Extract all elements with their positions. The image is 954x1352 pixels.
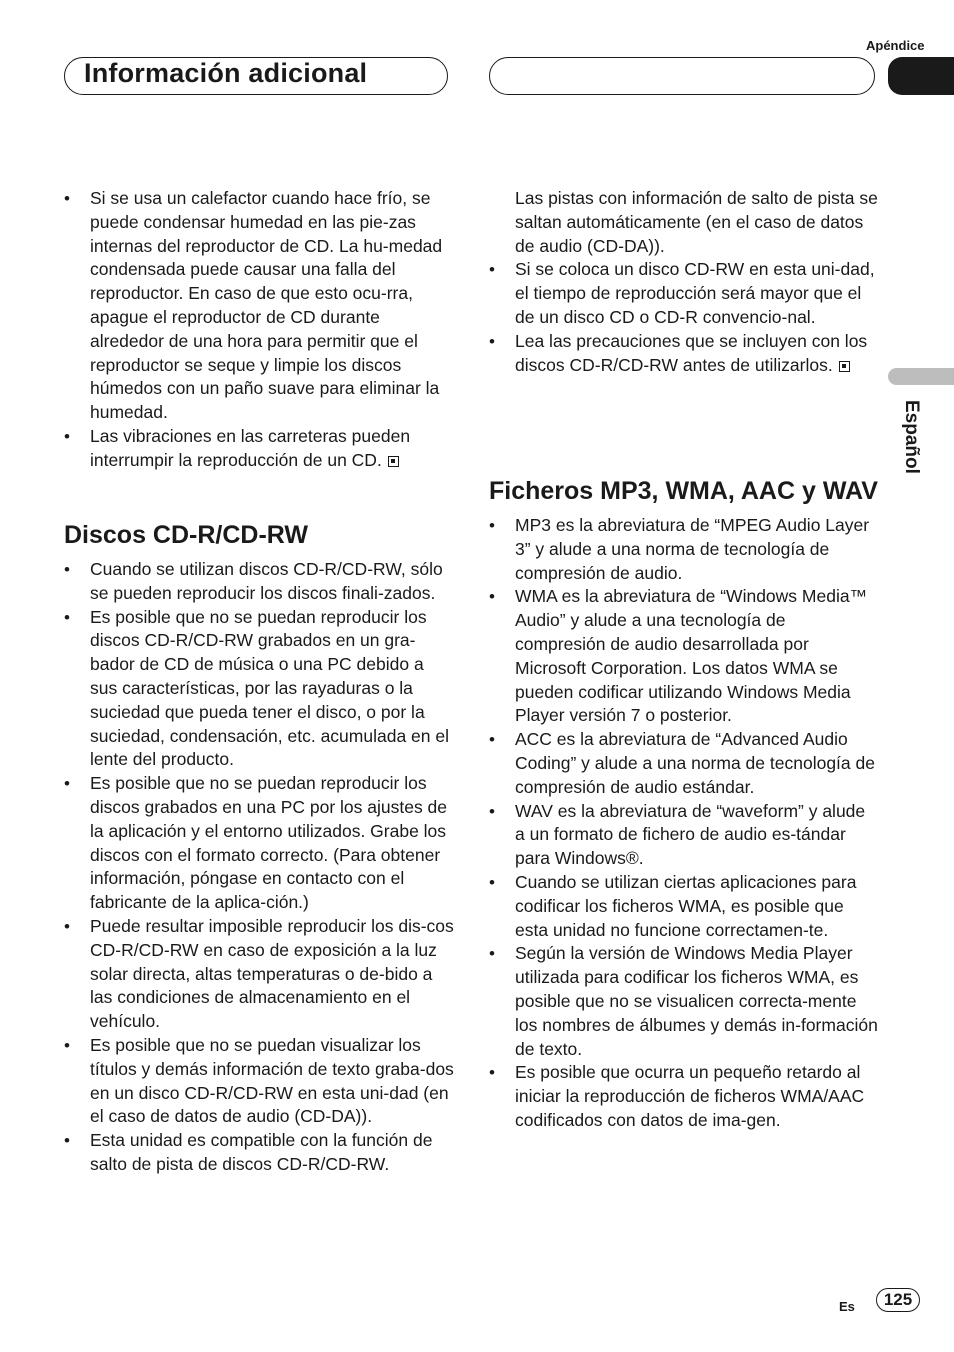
list-item-text: Cuando se utilizan ciertas aplicaciones para codificar los ficheros WMA, es posible que esta unidad no funcione correctamen-te. <box>515 871 857 940</box>
list-item <box>489 514 879 585</box>
section-heading: Ficheros MP3, WMA, AAC y WAV <box>489 477 878 505</box>
language-tab-marker <box>888 368 954 385</box>
list-item <box>64 606 454 773</box>
list-item <box>489 800 879 871</box>
right-column-intro <box>489 187 879 377</box>
list-item-text: WMA es la abreviatura de “Windows Media™ Audio” y alude a una tecnología de compresión de audio desarrollada por Microsoft Corporation. Los datos WMA se pueden codificar utilizando Windows Media Player versión 7 o posterior. <box>515 586 868 726</box>
page-title: Información adicional <box>84 58 368 88</box>
list-item <box>64 772 454 915</box>
side-language-text: Español <box>901 400 922 474</box>
list-item-text: Lea las precauciones que se incluyen con los discos CD-R/CD-RW antes de utilizarlos. <box>515 330 868 375</box>
ficheros-section <box>489 476 879 1133</box>
list-item-text: WAV es la abreviatura de “waveform” y alude a un formato de fichero de audio es-tándar para Windows®. <box>515 800 866 869</box>
end-mark-icon <box>388 456 399 467</box>
list-item <box>489 258 879 329</box>
left-column-intro <box>64 187 454 473</box>
side-language-label <box>900 400 924 480</box>
list-item-text: Esta unidad es compatible con la función de salto de pista de discos CD-R/CD-RW. <box>90 1130 433 1174</box>
footer-language-code: Es <box>839 1299 855 1314</box>
section-heading: Discos CD-R/CD-RW <box>64 521 308 549</box>
chapter-tab <box>888 57 954 95</box>
discos-section <box>64 520 454 1177</box>
page-number: 125 <box>876 1288 920 1312</box>
continuation-text: Las pistas con información de salto de pista se saltan automáticamente (en el caso de datos de audio (CD-DA)). <box>515 188 878 256</box>
header-blank-frame <box>489 57 875 95</box>
list-item-text: Es posible que no se puedan visualizar los títulos y demás información de texto graba-dos en un disco CD-R/CD-RW en esta uni-dad (en el caso de datos de audio (CD-DA)). <box>90 1034 454 1127</box>
list-item <box>489 728 879 799</box>
list-item-text: Según la versión de Windows Media Player utilizada para codificar los ficheros WMA, es posible que no se visualicen correcta-mente los nombres de álbumes y demás in-formación de texto. <box>515 943 878 1059</box>
list-item <box>64 1129 454 1177</box>
list-item <box>489 585 879 728</box>
list-item-text: Cuando se utilizan discos CD-R/CD-RW, sólo se pueden reproducir los discos finali-zados. <box>90 559 443 603</box>
list-item <box>489 330 879 378</box>
list-item-text: Las vibraciones en las carreteras pueden interrumpir la reproducción de un CD. <box>90 425 411 470</box>
list-item-text: ACC es la abreviatura de “Advanced Audio Coding” y alude a una norma de tecnología de compresión de audio estándar. <box>515 729 875 797</box>
list-item <box>489 942 879 1061</box>
list-item <box>489 871 879 942</box>
list-item <box>64 915 454 1034</box>
list-item <box>64 187 454 425</box>
list-item-text: Si se usa un calefactor cuando hace frío, se puede condensar humedad en las pie-zas internas del reproductor de CD. La hu-medad condensada puede causar una falla del reproductor. En caso de que esto ocu-rra, apague el reproductor de CD durante alrededor de una hora para permitir que el reproductor se seque y limpie los discos húmedos con un paño suave para eliminar la humedad. <box>90 188 443 423</box>
list-item-text: Es posible que ocurra un pequeño retardo al iniciar la reproducción de ficheros WMA/AAC codificados con datos de ima-gen. <box>515 1062 865 1130</box>
list-item-text: Si se coloca un disco CD-RW en esta uni-dad, el tiempo de reproducción será mayor que el de un disco CD o CD-R convencio-nal. <box>515 259 875 327</box>
list-item-text: MP3 es la abreviatura de “MPEG Audio Layer 3” y alude a una norma de tecnología de compresión de audio. <box>515 515 870 583</box>
list-item <box>489 1061 879 1132</box>
list-item-text: Es posible que no se puedan reproducir los discos grabados en una PC por los ajustes de la aplicación y el entorno utilizados. Grabe los discos con el formato correcto. (Para obtener información, póngase en contacto con el fabricante de la aplica-ción.) <box>90 773 448 913</box>
section-label: Apéndice <box>866 38 925 53</box>
list-item <box>64 425 454 473</box>
list-item-text: Puede resultar imposible reproducir los dis-cos CD-R/CD-RW en caso de exposición a la luz solar directa, altas temperaturas o de-bido a las condiciones de almacenamiento en el vehículo. <box>90 915 454 1032</box>
list-item <box>64 1034 454 1129</box>
list-item <box>64 558 454 606</box>
list-item-text: Es posible que no se puedan reproducir los discos CD-R/CD-RW grabados en un gra-bador de CD de música o una PC debido a sus características, por las rayaduras o la suciedad que pueda tener el disco, o por la suciedad, condensación, etc. acumulada en el lente del producto. <box>90 606 449 770</box>
end-mark-icon <box>839 361 850 372</box>
